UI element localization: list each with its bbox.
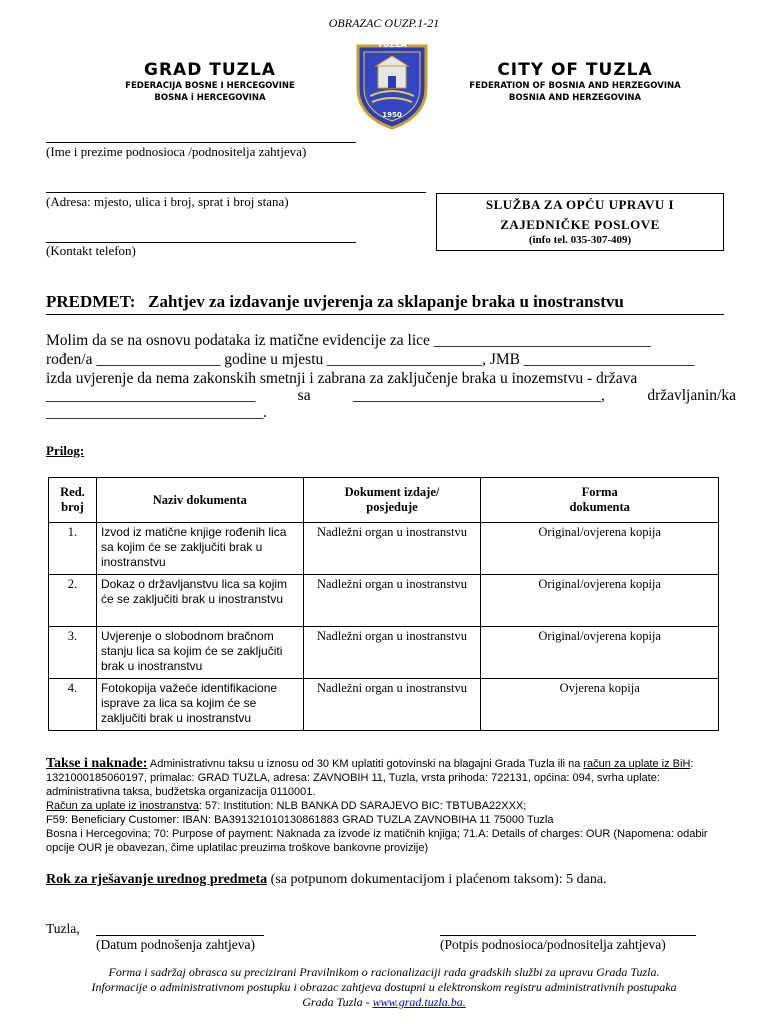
table-row — [49, 523, 719, 575]
city-name-en: CITY OF TUZLA — [497, 60, 653, 80]
row-issuer: Nadležni organ u inostranstvu — [303, 627, 481, 679]
foreign-account-label: Račun za uplate iz inostranstva — [46, 800, 199, 812]
row-document-name: Izvod iz matične knjige rođenih lica sa kojim će se zaključiti brak u inostranstvu — [96, 523, 303, 575]
deadline-text: (sa potpunom dokumentacijom i plaćenom taksom): 5 dana. — [267, 872, 607, 887]
row-issuer: Nadležni organ u inostranstvu — [303, 523, 481, 575]
office-name-line1: SLUŽBA ZA OPĆU UPRAVU I — [485, 197, 675, 212]
request-sa: sa — [297, 387, 311, 404]
request-line-2: rođen/a ________________ godine u mjestu ____________________, JMB ______________________ — [46, 351, 695, 368]
office-name-line2: ZAJEDNIČKE POSLOVE — [500, 217, 660, 232]
row-issuer: Nadležni organ u inostranstvu — [303, 575, 481, 627]
request-line-3: izda uvjerenje da nema zakonskih smetnji i zabrana za zaključenje braka u inozemstvu - država — [46, 370, 638, 387]
fees-label: Takse i naknade: — [46, 756, 148, 771]
country-bs: BOSNA i HERCEGOVINA — [154, 93, 266, 103]
table-row — [49, 575, 719, 627]
applicant-name-field[interactable] — [46, 128, 356, 143]
col-header-form: Forma dokumenta — [481, 478, 719, 523]
date-hint: (Datum podnošenja zahtjeva) — [96, 937, 255, 952]
row-issuer: Nadležni organ u inostranstvu — [303, 679, 481, 731]
crest-top-text: TUZLA — [377, 40, 407, 49]
federation-en: FEDERATION OF BOSNIA AND HERZEGOVINA — [469, 81, 681, 91]
footer-line-2: Informacije o administrativnom postupku i obrazac zahtjeva dostupni u elektronskom registru administrativnih postupaka — [91, 980, 677, 994]
header-right — [440, 60, 710, 104]
fees-paragraph-3: F59: Beneficiary Customer: IBAN: BA391321010130861883 GRAD TUZLA ZAVNOBIHA 11 75000 Tuzla — [46, 814, 554, 826]
office-phone-info: (info tel. 035-307-409) — [528, 234, 632, 246]
footer-note — [0, 965, 768, 1010]
domestic-account-details: : 1321000185060197, primalac: GRAD TUZLA, adresa: ZAVNOBIH 11, Tuzla, vrsta prihoda: 722131, općina: 094, svrha uplate: administrativna taksa, budžetska organizacija 0110001. — [46, 758, 694, 798]
citizenship-blank[interactable]: ____________________________. — [46, 404, 267, 421]
applicant-name-hint: (Ime i prezime podnosioca /podnositelja zahtjeva) — [46, 144, 307, 159]
federation-bs: FEDERACIJA BOSNE I HERCEGOVINE — [125, 81, 295, 91]
fees-text: Administrativnu taksu u iznosu od 30 KM uplatiti gotovinski na blagajni Grada Tuzla ili na — [147, 758, 584, 770]
row-form: Original/ovjerena kopija — [481, 523, 719, 575]
fees-paragraph-2 — [46, 799, 736, 813]
row-document-name: Dokaz o državljanstvu lica sa kojim će se zaključiti brak u inostranstvu — [96, 575, 303, 627]
documents-table — [48, 477, 719, 731]
row-number: 2. — [49, 575, 97, 627]
domestic-account-label: račun za uplate iz BiH — [583, 758, 691, 770]
city-coat-of-arms — [354, 36, 430, 130]
deadline-line — [46, 872, 607, 888]
signature-hint: (Potpis podnosioca/podnositelja zahtjeva) — [440, 937, 666, 952]
fees-paragraph-1 — [46, 757, 736, 799]
website-link[interactable]: www.grad.tuzla.ba. — [372, 995, 466, 1009]
form-code: OBRAZAC OUZP.1-21 — [328, 16, 440, 30]
city-name-bs: GRAD TUZLA — [144, 60, 276, 80]
table-row — [49, 679, 719, 731]
office-box — [436, 193, 724, 251]
fees-paragraph-4: Bosna i Hercegovina; 70: Purpose of payment: Naknada za izvode iz matičnih knjiga; 71.A: Details of charges: OUR (Napomena: odabir opcije OUR je obavezan, čime uplatilac preuzima troškove bankovne provizije) — [46, 828, 708, 854]
row-number: 4. — [49, 679, 97, 731]
footer-line-1: Forma i sadržaj obrasca su precizirani Pravilnikom o racionalizaciji rada gradskih službi za upravu Grada Tuzla. — [108, 965, 660, 979]
row-form: Original/ovjerena kopija — [481, 575, 719, 627]
country-blank[interactable]: ___________________________ — [46, 387, 256, 404]
address-field[interactable] — [46, 178, 426, 193]
row-form: Ovjerena kopija — [481, 679, 719, 731]
request-line-1: Molim da se na osnovu podataka iz matične evidencije za lice ____________________________ — [46, 332, 651, 349]
phone-field[interactable] — [46, 228, 356, 243]
subject-line: PREDMET: Zahtjev za izdavanje uvjerenja za sklapanje braka u inostranstvu — [46, 292, 724, 315]
footer-line-3: Grada Tuzla - www.grad.tuzla.ba. — [302, 995, 466, 1009]
header-left — [80, 60, 340, 104]
attachments-label: Prilog: — [46, 443, 85, 458]
row-number: 3. — [49, 627, 97, 679]
address-hint: (Adresa: mjesto, ulica i broj, sprat i broj stana) — [46, 194, 289, 209]
row-document-name: Uvjerenje o slobodnom bračnom stanju lica sa kojim će se zaključiti brak u inostranstvu — [96, 627, 303, 679]
foreign-account-details: : 57: Institution: NLB BANKA DD SARAJEVO BIC: TBTUBA22XXX; — [198, 800, 527, 812]
city-label: Tuzla, — [46, 921, 80, 936]
country-en: BOSNIA AND HERZEGOVINA — [508, 93, 642, 103]
row-document-name: Fotokopija važeće identifikacione isprave za lica sa kojim će se zaključiti brak u inostranstvu — [96, 679, 303, 731]
row-form: Original/ovjerena kopija — [481, 627, 719, 679]
table-row — [49, 627, 719, 679]
deadline-label: Rok za rješavanje urednog predmeta — [46, 872, 268, 887]
fees-section — [46, 757, 736, 855]
signature-field[interactable] — [440, 921, 696, 936]
request-citizen: državljanin/ka — [647, 387, 736, 404]
row-number: 1. — [49, 523, 97, 575]
col-header-issuer: Dokument izdaje/ posjeduje — [303, 478, 481, 523]
col-header-name: Naziv dokumenta — [96, 478, 303, 523]
date-field[interactable] — [96, 921, 264, 936]
partner-blank[interactable]: ________________________________, — [353, 387, 605, 404]
crest-bottom-text: 1950 — [382, 111, 402, 119]
table-header-row — [49, 478, 719, 523]
col-header-number: Red. broj — [49, 478, 97, 523]
phone-hint: (Kontakt telefon) — [46, 243, 136, 258]
